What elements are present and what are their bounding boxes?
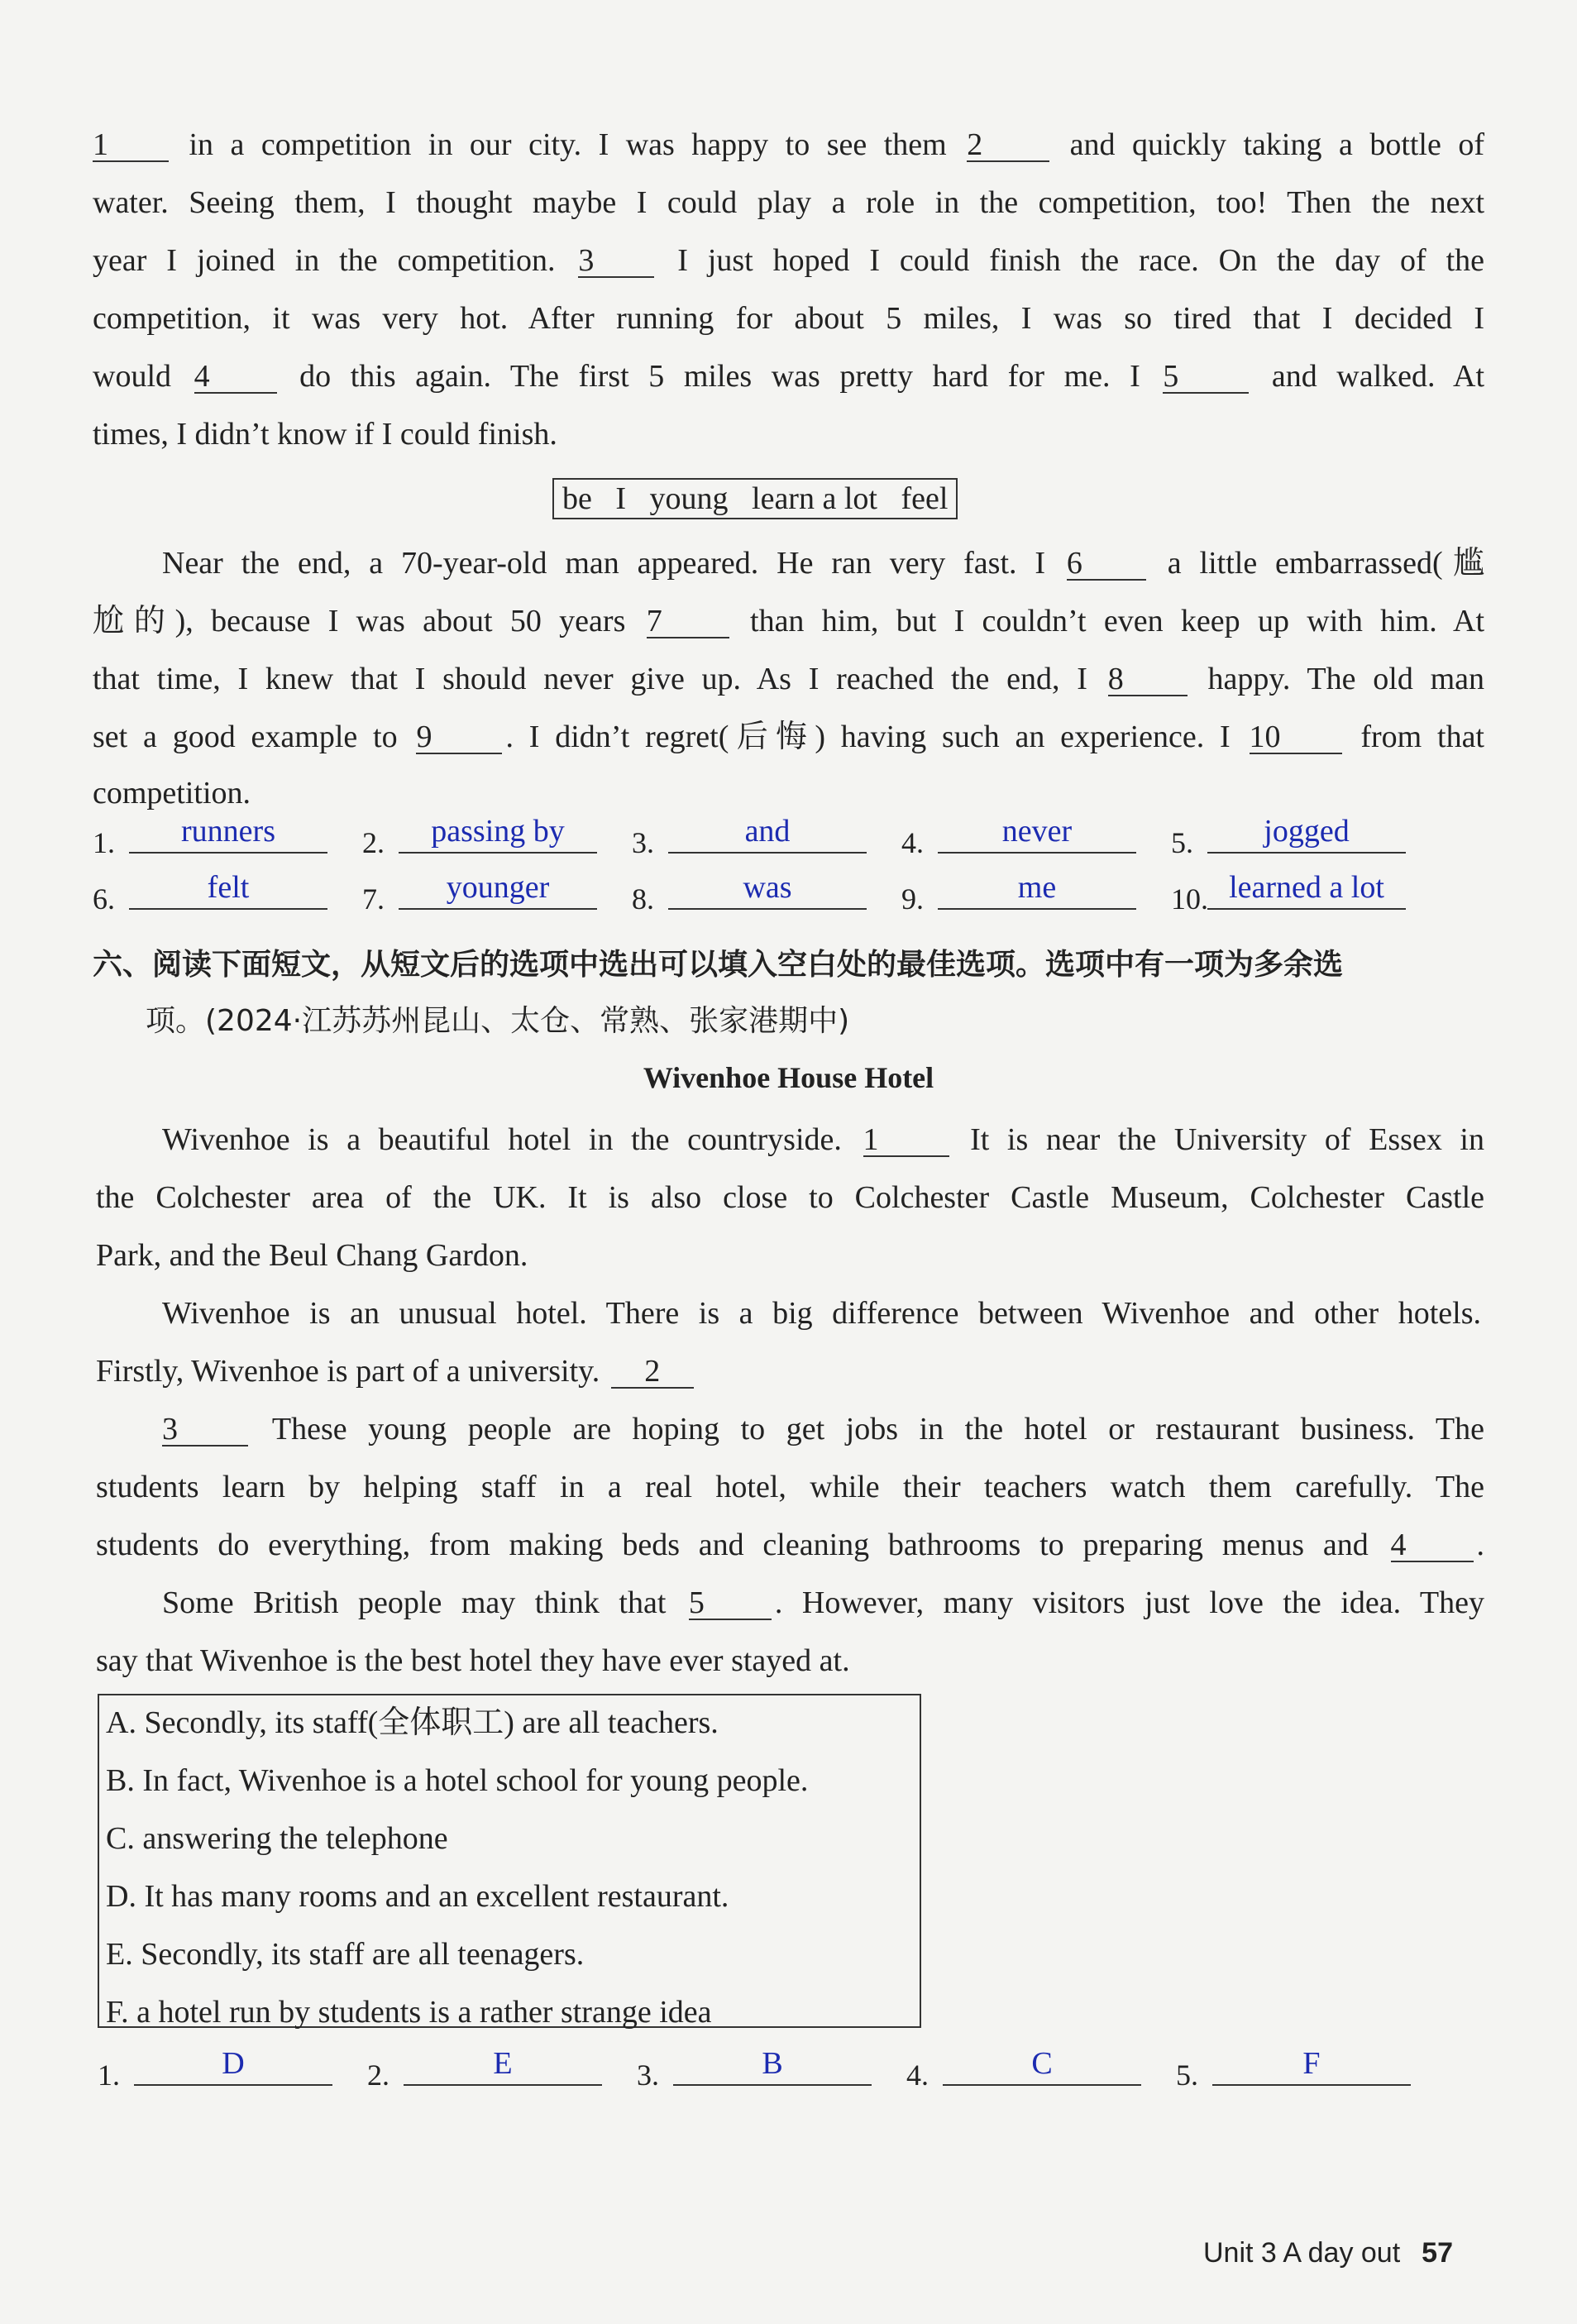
passage2-line: [93, 602, 1484, 640]
text: that time, I knew that I should never give up. As I reached the end, I: [93, 662, 1105, 696]
passage3-line: students learn by helping staff in a real hotel, while their teachers watch them carefully. The: [96, 1470, 1484, 1504]
text: . However, many visitors just love the idea. They: [774, 1585, 1484, 1620]
passage1-line: [93, 357, 1484, 395]
answer-fill: D: [134, 2043, 332, 2086]
blank: 7: [647, 605, 729, 638]
blank: 5: [1163, 361, 1249, 394]
answer-number: 1.: [98, 2059, 120, 2092]
unit-label: Unit 3 A day out: [1203, 2237, 1401, 2269]
blank: 6: [1067, 548, 1146, 581]
answer-number: 6.: [93, 882, 115, 916]
passage2-line: [93, 660, 1484, 698]
answer-fill: B: [673, 2043, 872, 2086]
answer-number: 5.: [1171, 826, 1193, 859]
passage3-line: say that Wivenhoe is the best hotel they have ever stayed at.: [96, 1643, 850, 1678]
passage-title: Wivenhoe House Hotel: [643, 1061, 934, 1094]
text: Firstly, Wivenhoe is part of a university.: [96, 1354, 608, 1389]
answer-fill: learned a lot: [1207, 867, 1406, 910]
option-b: B. In fact, Wivenhoe is a hotel school for young people.: [106, 1763, 809, 1798]
passage2-line: [162, 544, 1484, 582]
text: 尬的), because I was about 50 years: [93, 604, 643, 638]
answer-number: 2.: [367, 2059, 389, 2092]
blank: 3: [578, 245, 654, 278]
passage3-line: [96, 1526, 1484, 1564]
answer-fill: and: [668, 811, 867, 854]
answer-fill: F: [1212, 2043, 1411, 2086]
text: and quickly taking a bottle of: [1053, 127, 1484, 162]
answer-number: 3.: [632, 826, 654, 859]
passage2-line: competition.: [93, 776, 251, 811]
text: year I joined in the competition.: [93, 243, 576, 278]
answer-fill: passing by: [399, 811, 597, 854]
blank: 1: [93, 129, 169, 162]
text: in a competition in our city. I was happy to see them: [172, 127, 964, 162]
passage3-line: Park, and the Beul Chang Gardon.: [96, 1238, 528, 1273]
passage1-line: [93, 241, 1484, 280]
blank: 2: [611, 1356, 694, 1389]
text: do this again. The first 5 miles was pretty hard for me. I: [280, 359, 1160, 394]
answer-fill: never: [938, 811, 1136, 854]
option-d: D. It has many rooms and an excellent restaurant.: [106, 1879, 729, 1914]
page-footer: [1203, 2237, 1453, 2269]
passage3-line: [96, 1352, 1488, 1390]
page-number: 57: [1422, 2237, 1453, 2269]
answer-number: 5.: [1176, 2059, 1198, 2092]
answer-number: 8.: [632, 882, 654, 916]
text: I just hoped I could finish the race. On the day of the: [657, 243, 1484, 278]
answer-number: 4.: [906, 2059, 929, 2092]
answer-number: 4.: [901, 826, 924, 859]
blank: 10: [1250, 721, 1342, 754]
passage1-line: [93, 126, 1484, 164]
option-e: E. Secondly, its staff are all teenagers.: [106, 1937, 585, 1972]
answer-fill: me: [938, 867, 1136, 910]
passage1-line: times, I didn’t know if I could finish.: [93, 417, 557, 452]
blank: 9: [416, 721, 502, 754]
blank: 5: [689, 1587, 772, 1620]
answer-number: 2.: [362, 826, 385, 859]
passage3-line: Wivenhoe is an unusual hotel. There is a big difference between Wivenhoe and other hotels.: [162, 1296, 1481, 1331]
section-heading: 六、阅读下面短文，从短文后的选项中选出可以填入空白处的最佳选项。选项中有一项为多余选: [93, 948, 1344, 982]
answer-fill: E: [404, 2043, 602, 2086]
section-heading-source: 项。(2024·江苏苏州昆山、太仓、常熟、张家港期中): [146, 1004, 850, 1038]
passage3-line: [162, 1584, 1484, 1622]
text: and walked. At: [1252, 359, 1485, 394]
text: happy. The old man: [1190, 662, 1484, 696]
blank: 3: [162, 1413, 248, 1447]
text: a little embarrassed(尴: [1149, 546, 1484, 581]
answer-number: 10.: [1171, 882, 1208, 916]
blank: 4: [194, 361, 277, 394]
text: students do everything, from making beds and cleaning bathrooms to preparing menus and: [96, 1528, 1388, 1562]
passage3-line: [162, 1410, 1484, 1448]
blank: 1: [863, 1124, 949, 1157]
passage2-line: [93, 718, 1484, 756]
text: Near the end, a 70-year-old man appeared. He ran very fast. I: [162, 546, 1063, 581]
answer-number: 9.: [901, 882, 924, 916]
text: Some British people may think that: [162, 1585, 686, 1620]
text: than him, but I couldn’t even keep up with him. At: [732, 604, 1484, 638]
text: .: [1476, 1528, 1484, 1562]
blank: 8: [1108, 663, 1188, 696]
text: These young people are hoping to get jobs in the hotel or restaurant business. The: [251, 1412, 1484, 1447]
answer-number: 1.: [93, 826, 115, 859]
answer-fill: jogged: [1207, 811, 1406, 854]
text: set a good example to: [93, 720, 413, 754]
text: Wivenhoe is a beautiful hotel in the countryside.: [162, 1122, 860, 1157]
answer-fill: was: [668, 867, 867, 910]
text: from that: [1345, 720, 1484, 754]
passage1-line: water. Seeing them, I thought maybe I could play a role in the competition, too! Then the next: [93, 185, 1484, 220]
text: . I didn’t regret(后悔) having such an experience. I: [505, 720, 1246, 754]
options-box: [98, 1694, 921, 2028]
answer-fill: C: [943, 2043, 1141, 2086]
answer-fill: runners: [129, 811, 327, 854]
text: would: [93, 359, 191, 394]
passage3-line: [162, 1121, 1484, 1159]
blank: 2: [967, 129, 1049, 162]
answer-number: 3.: [637, 2059, 659, 2092]
option-a: A. Secondly, its staff(全体职工) are all teachers.: [106, 1705, 719, 1740]
answer-fill: felt: [129, 867, 327, 910]
answer-number: 7.: [362, 882, 385, 916]
word-box: be I young learn a lot feel: [552, 478, 958, 519]
blank: 4: [1391, 1529, 1474, 1562]
answer-fill: younger: [399, 867, 597, 910]
text: It is near the University of Essex in: [952, 1122, 1484, 1157]
option-f: F. a hotel run by students is a rather strange idea: [106, 1995, 712, 2030]
passage1-line: competition, it was very hot. After running for about 5 miles, I was so tired that I decided I: [93, 301, 1484, 336]
option-c: C. answering the telephone: [106, 1821, 448, 1856]
passage3-line: the Colchester area of the UK. It is also close to Colchester Castle Museum, Colchester Castle: [96, 1180, 1484, 1215]
